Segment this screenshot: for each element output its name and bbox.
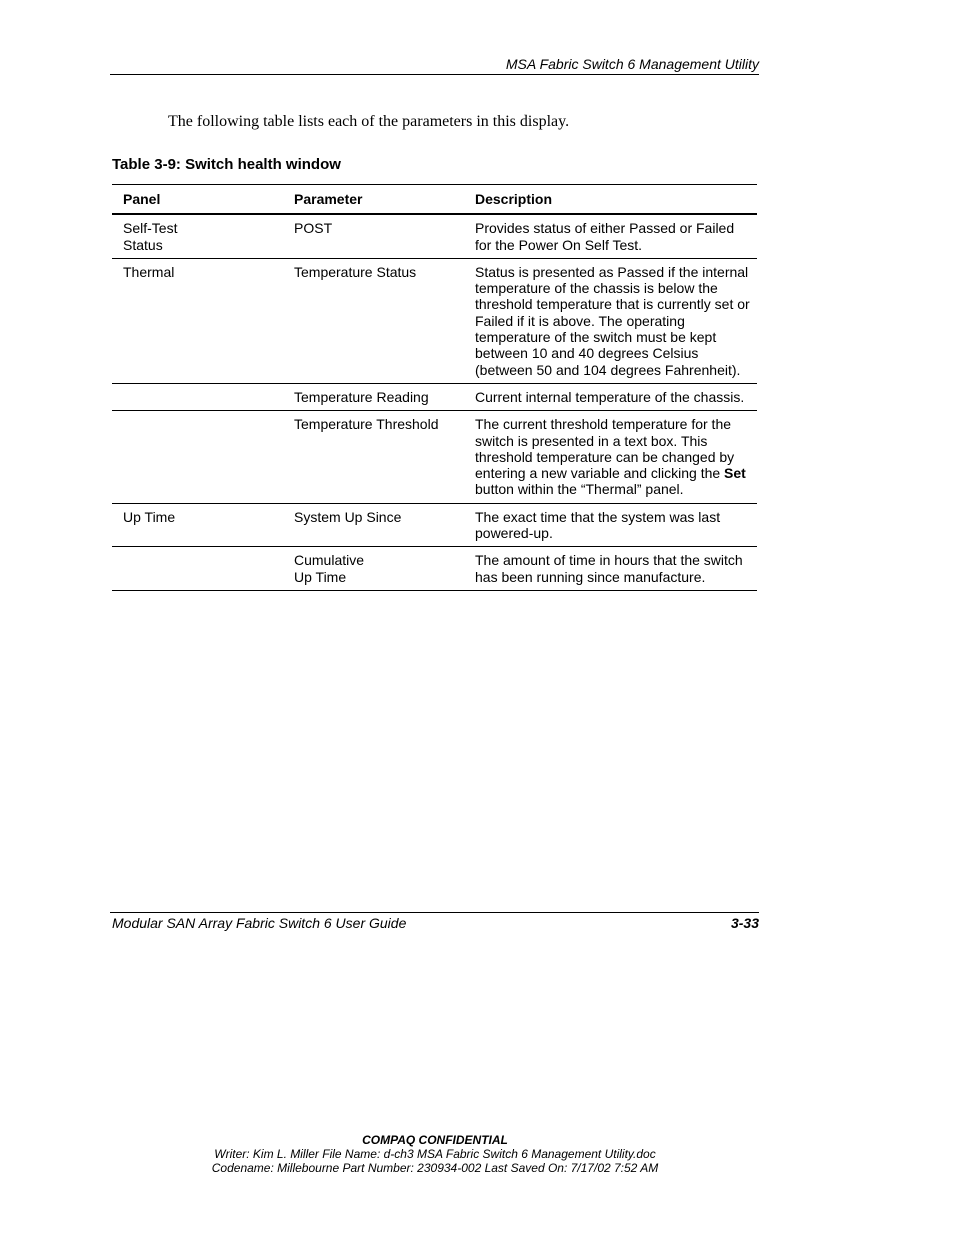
cell-parameter: Temperature Status <box>283 258 470 383</box>
table-caption: Table 3-9: Switch health window <box>112 156 341 173</box>
column-header-description: Description <box>470 185 757 215</box>
description-text: The current threshold temperature for the switch is presented in a text box. This threshold temperature can be changed by entering a new variable and clicking the <box>475 416 735 482</box>
codename-line: Codename: Millebourne Part Number: 230934-002 Last Saved On: 7/17/02 7:52 AM <box>211 1161 659 1175</box>
cell-panel <box>112 383 283 410</box>
cell-parameter: Cumulative Up Time <box>283 547 470 591</box>
confidential-label: COMPAQ CONFIDENTIAL <box>362 1133 508 1147</box>
footer-title: Modular SAN Array Fabric Switch 6 User Guide <box>112 915 407 931</box>
table-row <box>112 547 757 591</box>
header-rule <box>110 74 759 75</box>
table-header-row <box>112 185 757 215</box>
table-row <box>112 258 757 383</box>
cell-panel <box>112 547 283 591</box>
cell-parameter: POST <box>283 214 470 258</box>
table-row <box>112 214 757 258</box>
cell-parameter: Temperature Reading <box>283 383 470 410</box>
cell-parameter: Temperature Threshold <box>283 411 470 503</box>
running-header: MSA Fabric Switch 6 Management Utility <box>505 56 759 72</box>
cell-panel: Up Time <box>112 503 283 547</box>
cell-description: Current internal temperature of the chassis. <box>470 383 757 410</box>
description-text: button within the “Thermal” panel. <box>475 481 684 498</box>
parameters-table <box>112 184 757 591</box>
table-row <box>112 503 757 547</box>
cell-description: Provides status of either Passed or Failed for the Power On Self Test. <box>470 214 757 258</box>
cell-description <box>470 411 757 503</box>
intro-paragraph: The following table lists each of the parameters in this display. <box>168 113 570 130</box>
column-header-panel: Panel <box>112 185 283 215</box>
cell-panel: Thermal <box>112 258 283 383</box>
confidential-notice <box>0 1133 870 1175</box>
cell-description: The exact time that the system was last powered-up. <box>470 503 757 547</box>
cell-parameter: System Up Since <box>283 503 470 547</box>
column-header-parameter: Parameter <box>283 185 470 215</box>
cell-panel <box>112 411 283 503</box>
cell-description: The amount of time in hours that the switch has been running since manufacture. <box>470 547 757 591</box>
writer-line: Writer: Kim L. Miller File Name: d-ch3 MSA Fabric Switch 6 Management Utility.doc <box>214 1147 656 1161</box>
table-row <box>112 411 757 503</box>
footer-rule <box>110 912 759 913</box>
cell-panel: Self-Test Status <box>112 214 283 258</box>
page-number: 3-33 <box>730 915 759 931</box>
table-row <box>112 383 757 410</box>
set-button-reference: Set <box>724 465 746 482</box>
cell-description: Status is presented as Passed if the internal temperature of the chassis is below the threshold temperature that is currently set or Failed if it is above. The operating temperature of the switch must be kept between 10 and 40 degrees Celsius (between 50 and 104 degrees Fahrenheit). <box>470 258 757 383</box>
